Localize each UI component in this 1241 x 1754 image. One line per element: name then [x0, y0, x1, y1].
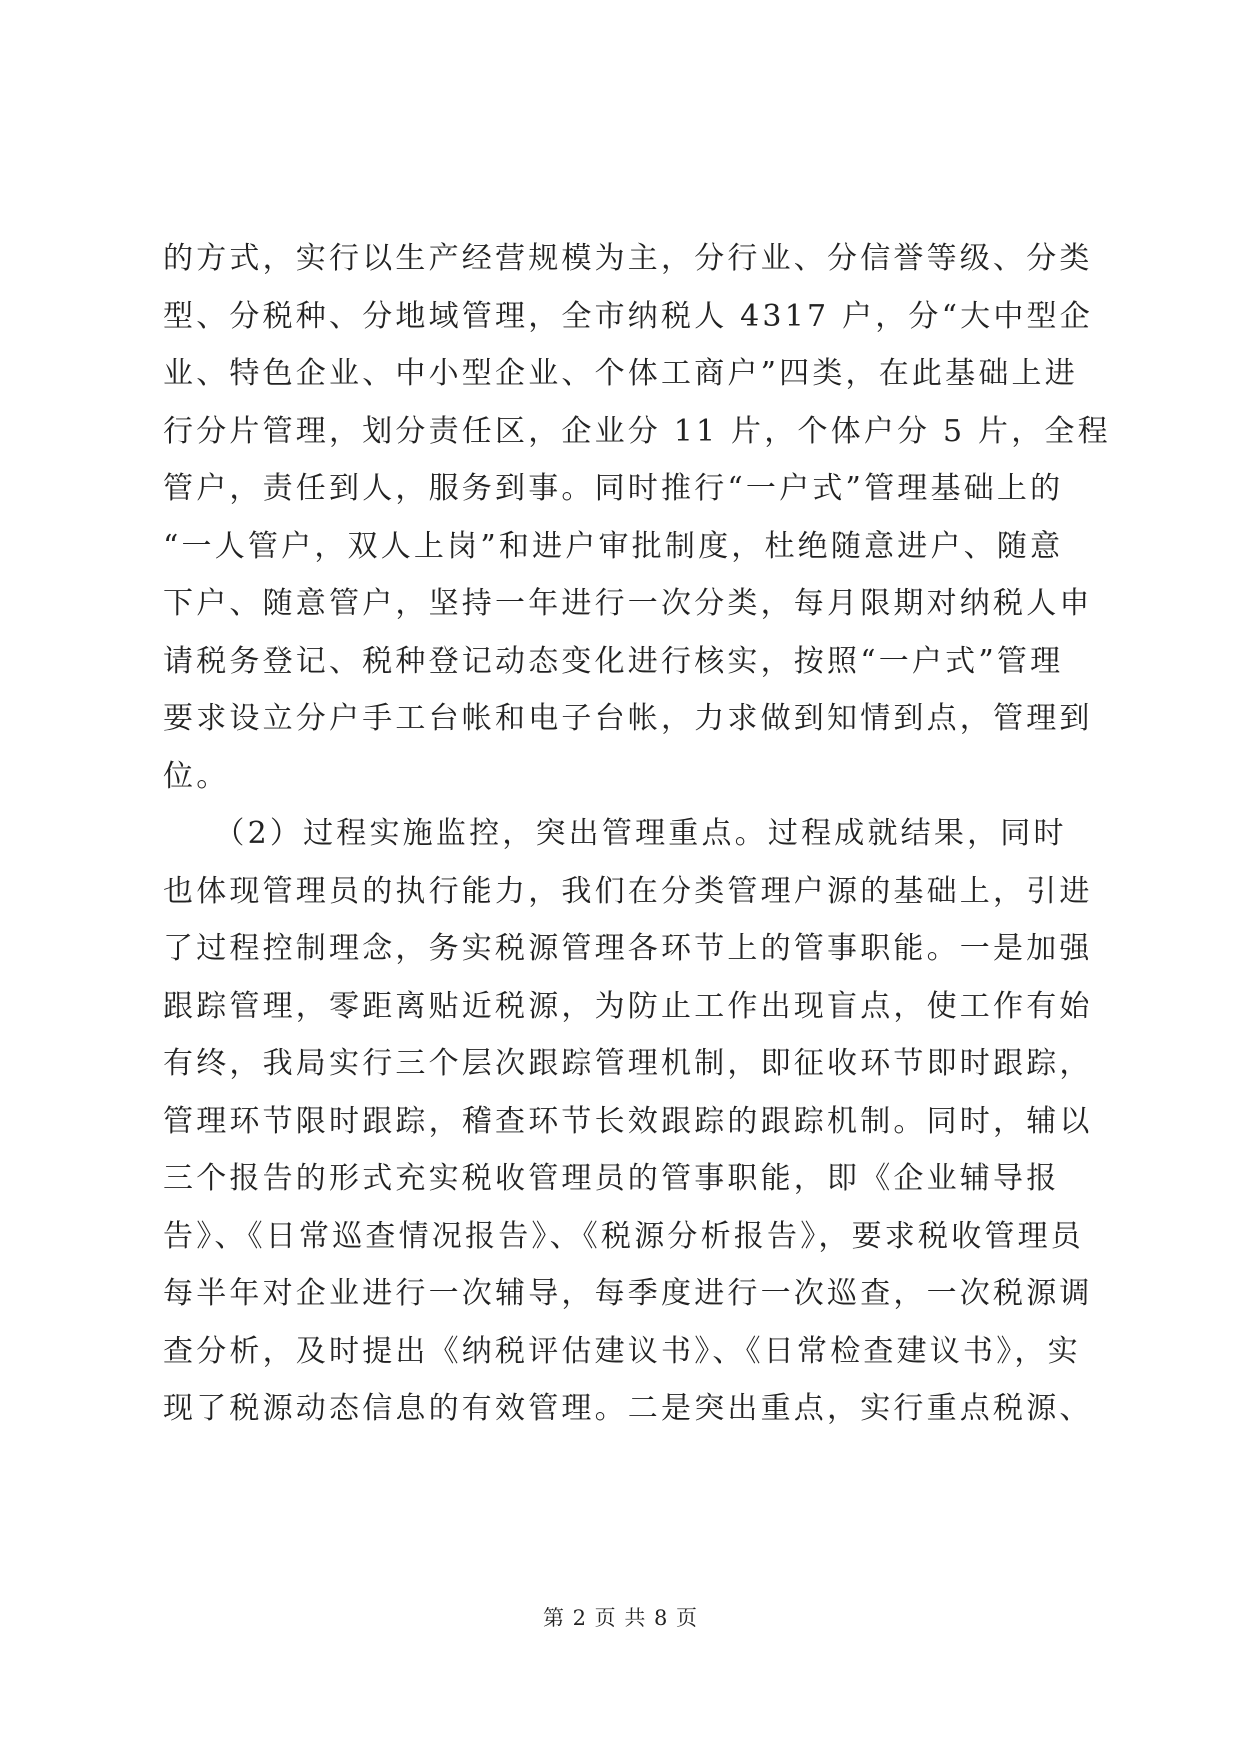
body-text [163, 230, 1111, 1438]
text-line: 跟踪管理，零距离贴近税源，为防止工作出现盲点，使工作有始 [163, 988, 1093, 1024]
text-line: 的方式，实行以生产经营规模为主，分行业、分信誉等级、分类 [163, 241, 1093, 276]
text-line: 也体现管理员的执行能力，我们在分类管理户源的基础上，引进 [163, 873, 1093, 909]
text-line: 下户、随意管户，坚持一年进行一次分类，每月限期对纳税人申 [163, 586, 1093, 621]
text-line: 查分析，及时提出《纳税评估建议书》、《日常检查建议书》，实 [163, 1333, 1081, 1369]
text-line: 型、分税种、分地域管理，全市纳税人 4317 户，分“大中型企 [163, 298, 1093, 334]
text-line: 业、特色企业、中小型企业、个体工商户”四类，在此基础上进 [163, 356, 1078, 391]
text-line: 现了税源动态信息的有效管理。二是突出重点，实行重点税源、 [163, 1391, 1093, 1426]
text-line: 管理环节限时跟踪，稽查环节长效跟踪的跟踪机制。同时，辅以 [163, 1103, 1093, 1139]
text-line: “一人管户，双人上岗”和进户审批制度，杜绝随意进户、随意 [163, 528, 1064, 564]
page-footer [0, 1603, 1241, 1633]
text-line: 行分片管理，划分责任区，企业分 11 片，个体户分 5 片，全程 [163, 413, 1111, 449]
text-line: 有终，我局实行三个层次跟踪管理机制，即征收环节即时跟踪， [163, 1046, 1093, 1081]
text-line: 请税务登记、税种登记动态变化进行核实，按照“一户式”管理 [163, 643, 1064, 679]
text-line: 三个报告的形式充实税收管理员的管事职能，即《企业辅导报 [163, 1161, 1060, 1196]
text-line: 每半年对企业进行一次辅导，每季度进行一次巡查，一次税源调 [163, 1276, 1093, 1311]
text-line: 位。 [163, 758, 230, 794]
text-line: 要求设立分户手工台帐和电子台帐，力求做到知情到点，管理到 [163, 701, 1093, 736]
text-line: 告》、《日常巡查情况报告》、《税源分析报告》，要求税收管理员 [163, 1218, 1084, 1254]
text-line: （2）过程实施监控，突出管理重点。过程成就结果，同时 [163, 816, 1067, 851]
page-number-label: 第 2 页 共 8 页 [542, 1606, 699, 1630]
text-line: 了过程控制理念，务实税源管理各环节上的管事职能。一是加强 [163, 931, 1093, 966]
text-line: 管户，责任到人，服务到事。同时推行“一户式”管理基础上的 [163, 471, 1064, 506]
